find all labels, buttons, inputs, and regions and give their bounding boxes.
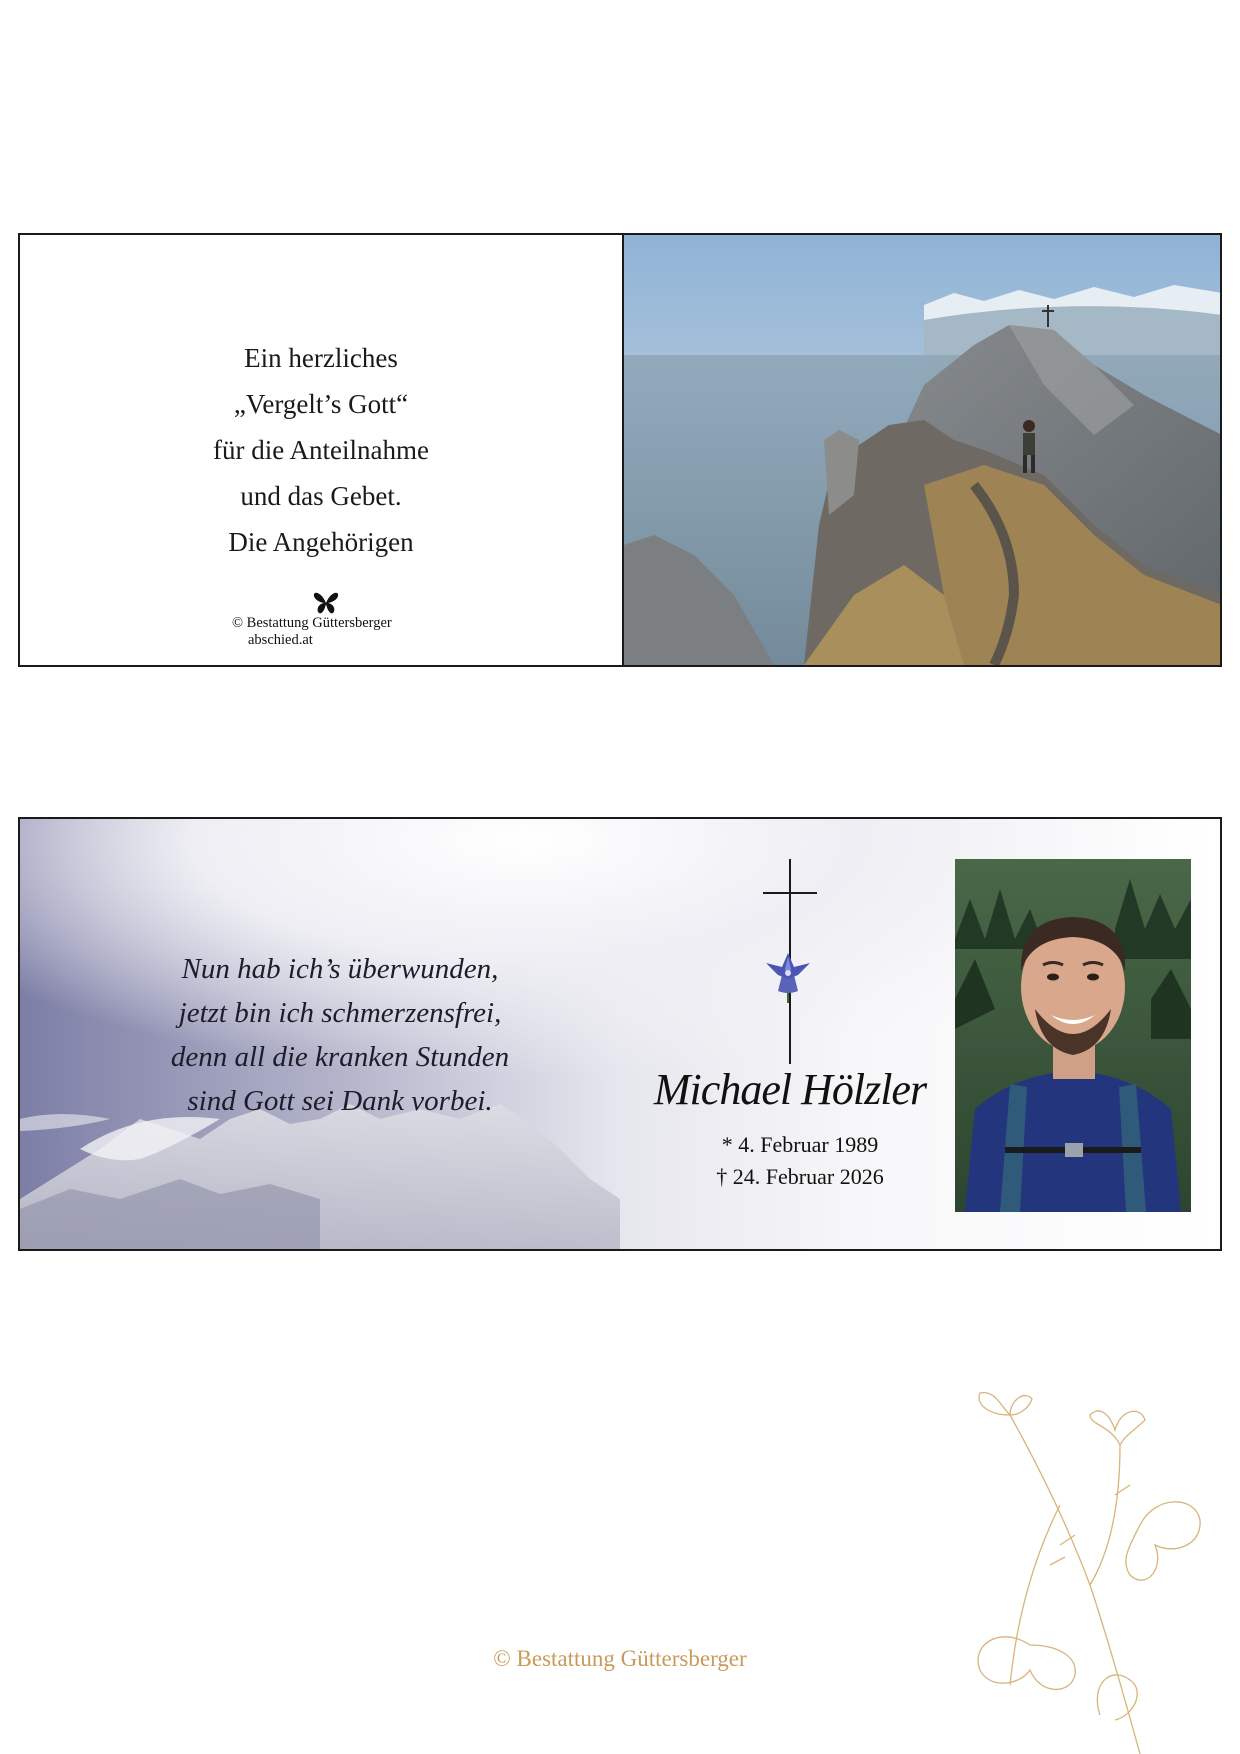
thanks-line: für die Anteilnahme — [213, 435, 429, 465]
poem-line: sind Gott sei Dank vorbei. — [187, 1085, 493, 1117]
thanks-line: Ein herzliches — [244, 343, 398, 373]
life-dates — [640, 1129, 960, 1193]
poem-line: denn all die kranken Stunden — [170, 1041, 510, 1073]
poem — [90, 947, 590, 1123]
thanks-signature: Die Angehörigen — [228, 527, 414, 557]
thanks-text — [20, 335, 622, 565]
credit-website: abschied.at — [248, 632, 313, 648]
death-date: † 24. Februar 2026 — [716, 1164, 884, 1189]
thanks-panel — [20, 235, 622, 665]
poem-line: jetzt bin ich schmerzensfrei, — [178, 997, 502, 1029]
gentian-flower-icon — [764, 949, 812, 1005]
obituary-card — [18, 817, 1222, 1251]
footer-copyright: © Bestattung Güttersberger — [493, 1646, 747, 1671]
deceased-name: Michael Hölzler — [653, 1065, 927, 1114]
thanks-line: und das Gebet. — [240, 481, 402, 511]
poem-line: Nun hab ich’s überwunden, — [181, 953, 499, 985]
funeral-home-credit — [232, 615, 392, 649]
birth-date: * 4. Februar 1989 — [721, 1132, 879, 1157]
mountain-photo — [622, 235, 1222, 665]
portrait-photo — [955, 859, 1191, 1212]
thanks-card — [18, 233, 1222, 667]
butterfly-icon — [313, 591, 339, 615]
thanks-line: „Vergelt’s Gott“ — [233, 389, 409, 419]
credit-copyright: © Bestattung Güttersberger — [232, 615, 392, 631]
floral-sketch-decoration — [940, 1385, 1230, 1754]
